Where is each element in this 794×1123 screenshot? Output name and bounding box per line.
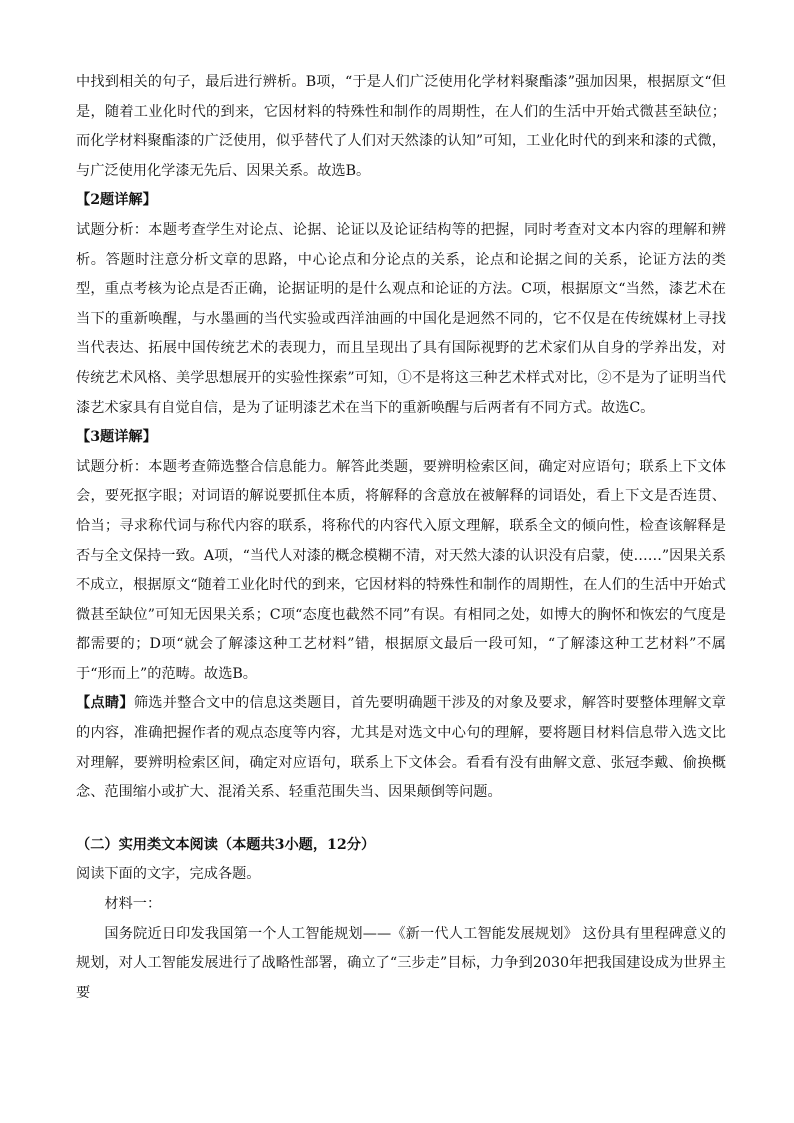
paragraph-q2-analysis: 试题分析：本题考查学生对论点、论据、论证以及论证结构等的把握，同时考查对文本内容的理解和辨析。答题时注意分析文章的思路，中心论点和分论点的关系，论点和论据之间的关系，论证方法的类型，重点考核为论点是否正确，论据证明的是什么观点和论证的方法。C项，根据原文“当然，漆艺术在当下的重新唤醒，与水墨画的当代实验或西洋油画的中国化是迥然不同的，它不仅是在传统媒材上寻找当代表达、拓展中国传统艺术的表现力，而且呈现出了具有国际视野的艺术家们从自身的学养出发，对传统艺术风格、美学思想展开的实验性探索”可知，①不是将这三种艺术样式对比，②不是为了证明当代漆艺术家具有自觉自信，是为了证明漆艺术在当下的重新唤醒与后两者有不同方式。故选C。 xyxy=(76,221,726,416)
paragraph-1-explanation: 中找到相关的句子，最后进行辨析。B项，“于是人们广泛使用化学材料聚酯漆”强加因果，根据原文“但是，随着工业化时代的到来，它因材料的特殊性和制作的周期性，在人们的生活中开始式微甚至缺位；而化学材料聚酯漆的广泛使用，似乎替代了人们对天然漆的认知”可知，工业化时代的到来和漆的式微，与广泛使用化学漆无先后、因果关系。故选B。 xyxy=(76,74,726,179)
dianjing-label: 【点睛】 xyxy=(76,695,134,712)
paragraph-q3-analysis: 试题分析：本题考查筛选整合信息能力。解答此类题，要辨明检索区间，确定对应语句；联系上下文体会，要死抠字眼；对词语的解说要抓住本质，将解释的含意放在被解释的词语处，看上下文是否连贯、恰当；寻求称代词与称代内容的联系，将称代的内容代入原文理解，联系全文的倾向性，检查该解释是否与全文保持一致。A项，“当代人对漆的概念模糊不清，对天然大漆的认识没有启蒙，使……”因果关系不成立，根据原文“随着工业化时代的到来，它因材料的特殊性和制作的周期性，在人们的生活中开始式微甚至缺位”可知无因果关系；C项“态度也截然不同”有误。有相同之处，如博大的胸怀和恢宏的气度是都需要的；D项“就会了解漆这种工艺材料”错，根据原文最后一段可知，“了解漆这种工艺材料”不属于“形而上”的范畴。故选B。 xyxy=(76,458,726,682)
document-page xyxy=(76,68,726,1008)
dianjing-text: 筛选并整合文中的信息这类题目，首先要明确题干涉及的对象及要求，解答时要整体理解文章的内容，准确把握作者的观点态度等内容，尤其是对选文中心句的理解，要将题目材料信息带入选文比对理解，要辨明检索区间，确定对应语句，联系上下文体会。看看有没有曲解文意、张冠李戴、偷换概念、范围缩小或扩大、混淆关系、轻重范围失当、因果颠倒等问题。 xyxy=(76,695,726,801)
section-title-practical-reading: （二）实用类文本阅读（本题共3小题，12分） xyxy=(76,836,376,853)
material-one-text: 国务院近日印发我国第一个人工智能规划——《新一代人工智能发展规划》 这份具有里程碑意义的规划，对人工智能发展进行了战略性部署，确立了“三步走”目标，力争到2030年把我国建设成为世界主要 xyxy=(76,925,726,1001)
paragraph-dianjing xyxy=(76,689,726,807)
reading-instruction: 阅读下面的文字，完成各题。 xyxy=(76,866,261,883)
heading-q2-detail: 【2题详解】 xyxy=(76,192,157,209)
material-one-label: 材料一： xyxy=(104,896,162,913)
heading-q3-detail: 【3题详解】 xyxy=(76,429,157,446)
